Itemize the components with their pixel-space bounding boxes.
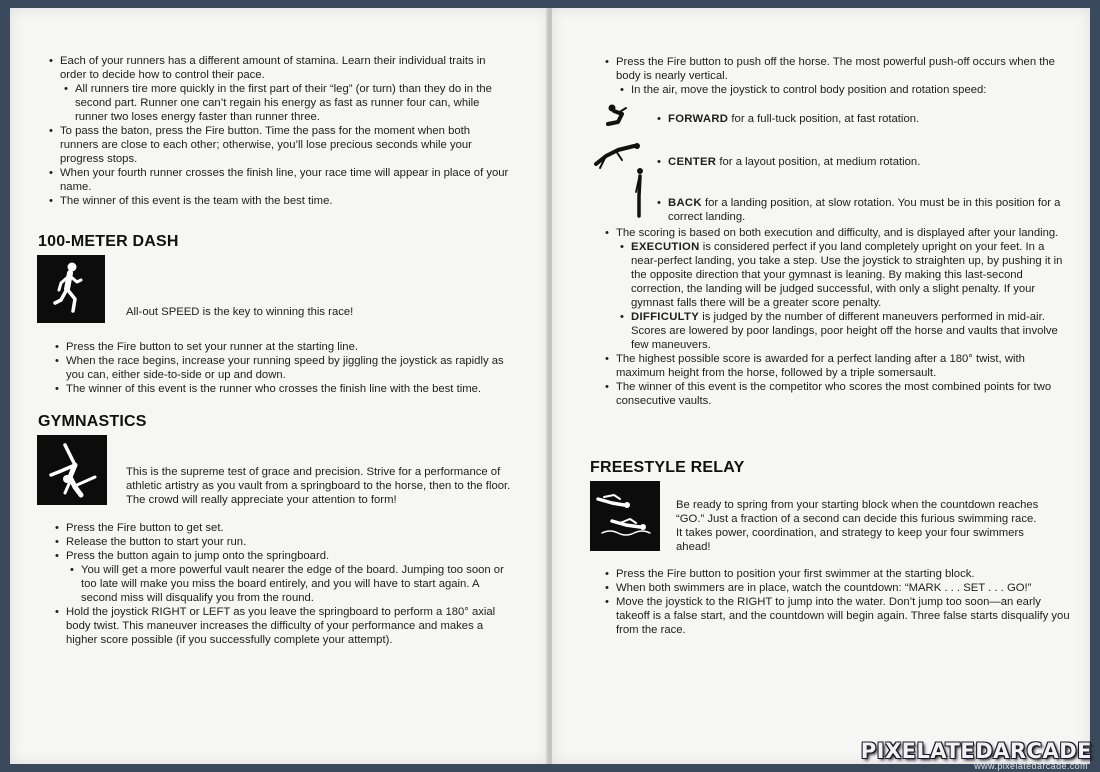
runner-icon — [37, 255, 105, 323]
list-item: • When both swimmers are in place, watch the countdown: “MARK . . . SET . . . GO!” — [604, 581, 1072, 595]
list-item: • The highest possible score is awarded for a perfect landing after a 180° twist, with maximum height from the horse, followed by a triple somersault. — [604, 352, 1072, 380]
list-item: • When your fourth runner crosses the finish line, your race time will appear in place of your name. — [48, 166, 510, 194]
relay-instructions — [48, 54, 510, 208]
back-position — [656, 196, 1066, 224]
watermark-url: www.pixelatedarcade.com — [974, 761, 1088, 771]
difficulty-description: is judged by the number of different maneuvers performed in mid-air. Scores are lowered by poor landings, poor height off the horse and vaults that involve few maneuvers. — [631, 311, 1058, 351]
difficulty-keyword: DIFFICULTY — [631, 311, 700, 323]
list-item: • Each of your runners has a different amount of stamina. Learn their individual traits in order to decide how to control their pace. — [48, 54, 510, 82]
list-item: • To pass the baton, press the Fire button. Time the pass for the moment when both runners are close to each other; otherwise, you’ll lose precious seconds while your progress stops. — [48, 124, 510, 166]
list-item: • Release the button to start your run. — [54, 535, 516, 549]
list-item: • The winner of this event is the competitor who scores the most combined points for two consecutive vaults. — [604, 380, 1072, 408]
execution-keyword: EXECUTION — [631, 241, 700, 253]
list-item: • You will get a more powerful vault nearer the edge of the board. Jumping too soon or too late will make you miss the board entirely, and you will have to start again. A second miss will disqualify you from the round. — [54, 563, 516, 605]
center-position — [656, 155, 1066, 169]
vault-instructions — [604, 55, 1066, 97]
list-item: • Press the Fire button to set your runner at the starting line. — [54, 340, 516, 354]
list-item: • All runners tire more quickly in the first part of their “leg” (or turn) than they do in the second part. Runner one can’t regain his energy as fast as runner four can, while runner two loses energy faster than runner three. — [48, 82, 510, 124]
swim-instructions — [604, 567, 1072, 637]
dash-intro: All-out SPEED is the key to winning this race! — [126, 306, 354, 318]
list-item: • The scoring is based on both execution and difficulty, and is displayed after your landing. — [604, 226, 1072, 240]
left-page — [10, 8, 548, 764]
list-item — [604, 240, 1072, 310]
swim-intro: Be ready to spring from your starting block when the countdown reaches “GO.” Just a fraction of a second can decide this furious swimming race. It takes power, coordination, and strategy to keep your four swimmers ahead! — [676, 499, 1039, 553]
tuck-position-icon — [602, 100, 636, 130]
list-item — [604, 310, 1072, 352]
back-keyword: BACK — [668, 197, 702, 209]
list-item: • Move the joystick to the RIGHT to jump into the water. Don’t jump too soon—an early takeoff is a false start, and the countdown will begin again. Three false starts disqualify you from the race. — [604, 595, 1072, 637]
list-item: • The winner of this event is the runner who crosses the finish line with the best time. — [54, 382, 516, 396]
gymnastics-heading: GYMNASTICS — [38, 413, 147, 430]
forward-keyword: FORWARD — [668, 113, 729, 125]
list-item: • The winner of this event is the team with the best time. — [48, 194, 510, 208]
forward-description: for a full-tuck position, at fast rotation. — [728, 113, 920, 125]
center-keyword: CENTER — [668, 156, 717, 168]
forward-position — [656, 112, 1066, 126]
gymnastics-instructions — [54, 521, 516, 647]
dash-instructions — [54, 340, 516, 396]
list-item: • Hold the joystick RIGHT or LEFT as you leave the springboard to perform a 180° axial body twist. This maneuver increases the difficulty of your performance and makes a higher score possible (if you successfully complete your attempt). — [54, 605, 516, 647]
list-item: • Press the Fire button to get set. — [54, 521, 516, 535]
center-description: for a layout position, at medium rotation. — [716, 156, 921, 168]
dash-heading: 100-METER DASH — [38, 233, 179, 250]
right-page — [552, 8, 1090, 764]
swim-heading: FREESTYLE RELAY — [590, 459, 745, 476]
gymnast-icon — [37, 435, 107, 505]
list-item: • Press the button again to jump onto the springboard. — [54, 549, 516, 563]
list-item: • Press the Fire button to push off the horse. The most powerful push-off occurs when the body is nearly vertical. — [604, 55, 1066, 83]
watermark-logo: PIXELATEDARCADE — [860, 739, 1092, 763]
landing-position-icon — [630, 166, 648, 222]
execution-description: is considered perfect if you land completely upright on your feet. In a near-perfect landing, you take a step. Use the joystick to straighten up, by pushing it in the opposite direction that your gymnast is leaning. By making this last-second correction, the landing will be judged successful, with only a slight penalty. If your gymnast falls there will be a greater score penalty. — [631, 241, 1063, 309]
scoring-instructions — [604, 226, 1072, 408]
list-item: • Press the Fire button to position your first swimmer at the starting block. — [604, 567, 1072, 581]
back-description: for a landing position, at slow rotation. You must be in this position for a correct landing. — [668, 197, 1061, 223]
list-item: • When the race begins, increase your running speed by jiggling the joystick as rapidly as you can, either side-to-side or up and down. — [54, 354, 516, 382]
swimmer-icon — [590, 481, 660, 551]
gymnastics-intro: This is the supreme test of grace and precision. Strive for a performance of athletic artistry as you vault from a springboard to the horse, then to the floor. The crowd will really appreciate your attention to form! — [126, 466, 511, 506]
list-item: • In the air, move the joystick to control body position and rotation speed: — [604, 83, 1066, 97]
